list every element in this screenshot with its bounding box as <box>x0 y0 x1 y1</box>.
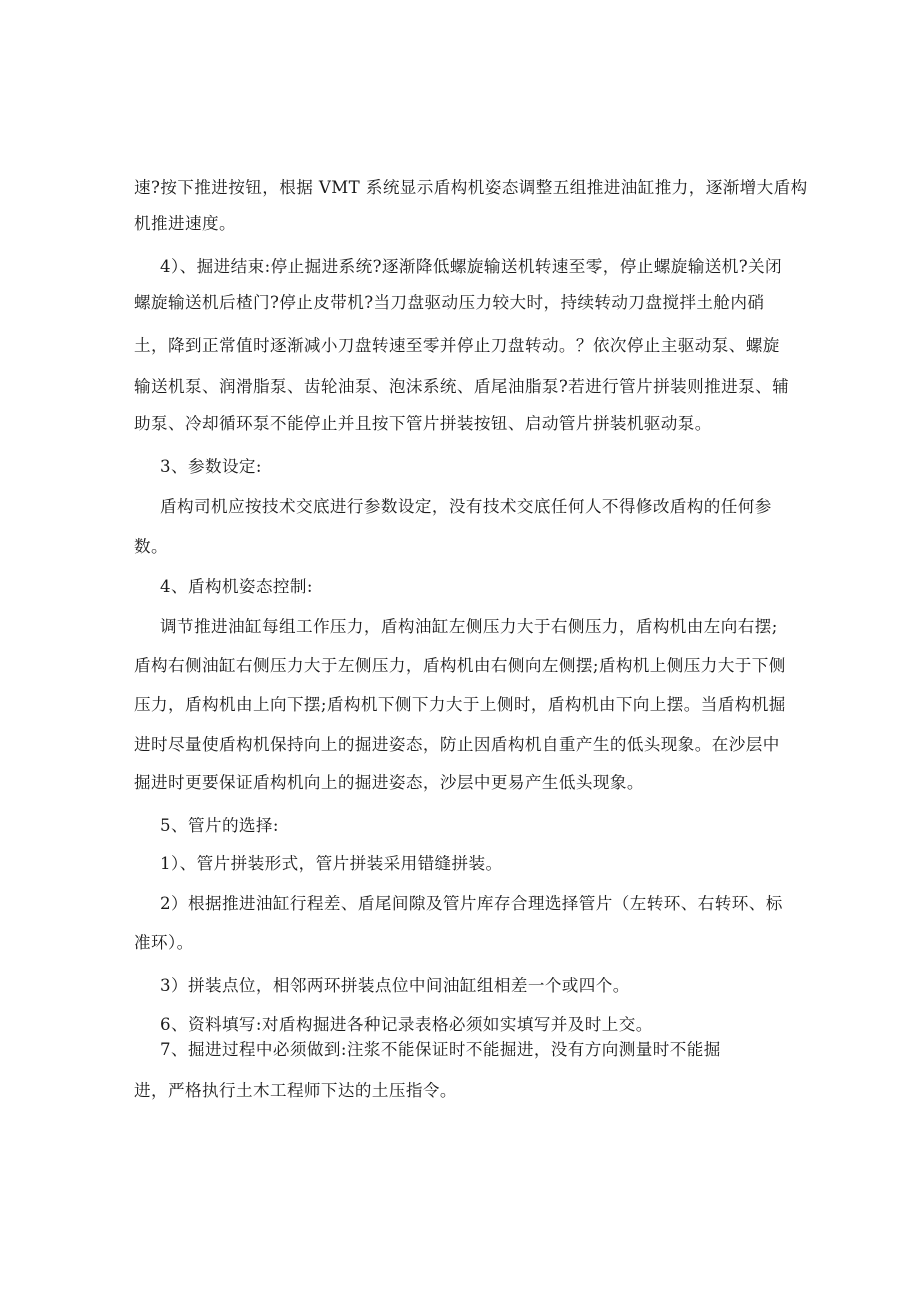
text-line: 速?按下推进按钮，根据 VMT 系统显示盾构机姿态调整五组推进油缸推力，逐渐增大盾构 <box>134 178 808 197</box>
section-heading: 4、盾构机姿态控制: <box>160 577 313 596</box>
text-line: 数。 <box>134 537 168 556</box>
text-line: 准环）。 <box>134 933 194 952</box>
text-line: 输送机泵、润滑脂泵、齿轮油泵、泡沫系统、盾尾油脂泵?若进行管片拼装则推进泵、辅 <box>134 377 790 396</box>
text-line: 4）、掘进结束:停止掘进系统?逐渐降低螺旋输送机转速至零，停止螺旋输送机?关闭 <box>160 257 783 276</box>
text-line: 调节推进油缸每组工作压力，盾构油缸左侧压力大于右侧压力，盾构机由左向右摆; <box>160 617 778 636</box>
text-line: 进时尽量使盾构机保持向上的掘进姿态，防止因盾构机自重产生的低头现象。在沙层中 <box>134 735 780 754</box>
text-line: 掘进时更要保证盾构机向上的掘进姿态，沙层中更易产生低头现象。 <box>134 773 644 792</box>
text-line: 螺旋输送机后楂门?停止皮带机?当刀盘驱动压力较大时，持续转动刀盘搅拌土舱内硝 <box>134 293 765 312</box>
text-line: 进，严格执行土木工程师下达的土压指令。 <box>134 1081 457 1100</box>
text-line: 3）拼装点位，相邻两环拼装点位中间油缸组相差一个或四个。 <box>160 976 630 995</box>
text-line: 压力，盾构机由上向下摆;盾构机下侧下力大于上侧时，盾构机由下向上摆。当盾构机掘 <box>134 695 786 714</box>
text-line: 助泵、冷却循环泵不能停止并且按下管片拼装按钮、启动管片拼装机驱动泵。 <box>134 414 712 433</box>
text-line: 土，降到正常值时逐渐减小刀盘转速至零并停止刀盘转动。？依次停止主驱动泵、螺旋 <box>134 336 780 355</box>
text-line: 机推进速度。 <box>134 214 236 233</box>
text-line: 盾构司机应按技术交底进行参数设定，没有技术交底任何人不得修改盾构的任何参 <box>160 497 772 516</box>
text-line: 盾构右侧油缸右侧压力大于左侧压力，盾构机由右侧向左侧摆;盾构机上侧压力大于下侧 <box>134 656 786 675</box>
section-heading: 3、参数设定: <box>160 457 262 476</box>
section-heading: 6、资料填写:对盾构掘进各种记录表格必须如实填写并及时上交。 <box>160 1015 653 1034</box>
text-line: 2）根据推进油缸行程差、盾尾间隙及管片库存合理选择管片（左转环、右转环、标 <box>160 894 783 913</box>
section-heading: 5、管片的选择: <box>160 816 279 835</box>
text-line: 1）、管片拼装形式，管片拼装采用错缝拼装。 <box>160 854 503 873</box>
section-heading: 7、掘进过程中必须做到:注浆不能保证时不能掘进，没有方向测量时不能掘 <box>160 1040 721 1059</box>
